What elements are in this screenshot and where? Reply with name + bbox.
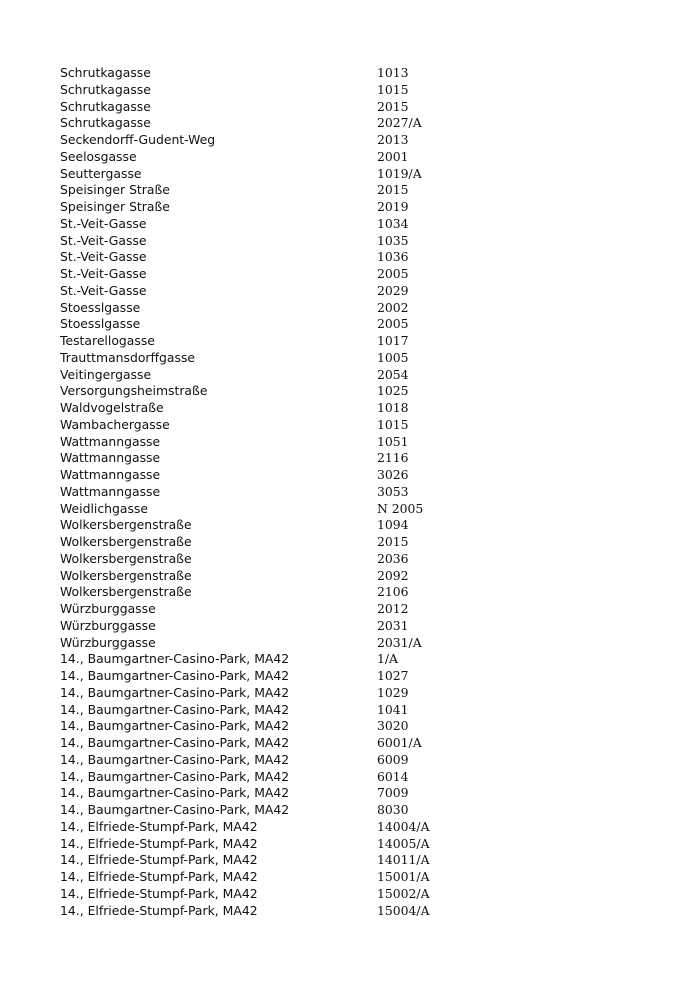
street-name: 14., Baumgartner-Casino-Park, MA42 xyxy=(60,785,290,801)
house-number: 2013 xyxy=(377,132,409,147)
house-number: 2012 xyxy=(377,601,409,616)
street-name: Wolkersbergenstraße xyxy=(60,567,192,583)
house-number: 2116 xyxy=(377,450,409,466)
street-name: Schrutkagasse xyxy=(60,65,151,80)
street-name: Testarellogasse xyxy=(60,333,155,348)
street-name: Wolkersbergenstraße xyxy=(60,534,192,549)
table-row xyxy=(60,300,660,317)
house-number: 6014 xyxy=(377,768,409,784)
house-number: 3026 xyxy=(377,467,409,482)
table-row xyxy=(60,99,660,116)
house-number: 14005/A xyxy=(377,835,430,851)
street-name: Schrutkagasse xyxy=(60,115,151,131)
house-number: 2027/A xyxy=(377,115,422,131)
table-row xyxy=(60,635,660,652)
table-row xyxy=(60,316,660,333)
table-row xyxy=(60,584,660,601)
table-row xyxy=(60,551,660,568)
street-name: 14., Elfriede-Stumpf-Park, MA42 xyxy=(60,852,258,868)
table-row xyxy=(60,501,660,518)
house-number: 2031/A xyxy=(377,634,422,650)
street-name: Waldvogelstraße xyxy=(60,400,164,415)
house-number: 1027 xyxy=(377,668,409,683)
street-name: 14., Elfriede-Stumpf-Park, MA42 xyxy=(60,902,258,918)
street-name: Würzburggasse xyxy=(60,617,156,633)
table-row xyxy=(60,149,660,166)
table-row xyxy=(60,417,660,434)
street-name: Würzburggasse xyxy=(60,634,156,650)
house-number: 1025 xyxy=(377,383,409,399)
street-name: 14., Baumgartner-Casino-Park, MA42 xyxy=(60,668,290,683)
street-name: Weidlichgasse xyxy=(60,500,148,516)
street-name: 14., Baumgartner-Casino-Park, MA42 xyxy=(60,684,290,700)
table-row xyxy=(60,233,660,250)
street-name: 14., Elfriede-Stumpf-Park, MA42 xyxy=(60,818,258,834)
street-name: St.-Veit-Gasse xyxy=(60,215,147,231)
table-row xyxy=(60,685,660,702)
street-name: Wolkersbergenstraße xyxy=(60,517,192,533)
street-name: Speisinger Straße xyxy=(60,199,170,214)
house-number: 2106 xyxy=(377,584,409,600)
house-number: 2029 xyxy=(377,282,409,298)
street-name: Seelosgasse xyxy=(60,148,137,164)
house-number: 2005 xyxy=(377,316,409,332)
table-row xyxy=(60,752,660,769)
street-name: Wolkersbergenstraße xyxy=(60,584,192,600)
house-number: 1036 xyxy=(377,249,409,265)
house-number: 1017 xyxy=(377,333,409,348)
table-row xyxy=(60,735,660,752)
house-number: 1015 xyxy=(377,81,409,97)
table-row xyxy=(60,132,660,149)
house-number: 2019 xyxy=(377,199,409,214)
house-number: 1013 xyxy=(377,65,409,80)
table-row xyxy=(60,718,660,735)
street-name: St.-Veit-Gasse xyxy=(60,282,147,298)
table-row xyxy=(60,450,660,467)
table-row xyxy=(60,601,660,618)
table-row xyxy=(60,886,660,903)
house-number: 2092 xyxy=(377,567,409,583)
table-row xyxy=(60,836,660,853)
street-name: Speisinger Straße xyxy=(60,182,170,198)
table-row xyxy=(60,115,660,132)
table-row xyxy=(60,903,660,920)
street-name: Wolkersbergenstraße xyxy=(60,550,192,566)
street-name: Wambachergasse xyxy=(60,416,170,432)
street-name: Schrutkagasse xyxy=(60,98,151,114)
street-name: Schrutkagasse xyxy=(60,81,151,97)
table-row xyxy=(60,769,660,786)
house-number: 7009 xyxy=(377,785,409,801)
table-row xyxy=(60,266,660,283)
house-number: 2001 xyxy=(377,148,409,164)
house-number: 1034 xyxy=(377,215,409,231)
table-row xyxy=(60,400,660,417)
table-row xyxy=(60,333,660,350)
street-name: 14., Baumgartner-Casino-Park, MA42 xyxy=(60,651,290,667)
street-name: Seckendorff-Gudent-Weg xyxy=(60,132,216,147)
house-number: 14004/A xyxy=(377,818,430,834)
house-number: 2015 xyxy=(377,98,409,114)
table-row xyxy=(60,350,660,367)
street-name: 14., Baumgartner-Casino-Park, MA42 xyxy=(60,768,290,784)
house-number: 1018 xyxy=(377,400,409,415)
street-name: Stoesslgasse xyxy=(60,299,141,315)
street-name: Versorgungsheimstraße xyxy=(60,383,208,399)
table-row xyxy=(60,166,660,183)
table-row xyxy=(60,819,660,836)
street-name: Stoesslgasse xyxy=(60,316,141,332)
table-row xyxy=(60,668,660,685)
table-row xyxy=(60,852,660,869)
street-name: 14., Baumgartner-Casino-Park, MA42 xyxy=(60,735,290,750)
house-number: 6009 xyxy=(377,751,409,767)
table-row xyxy=(60,802,660,819)
house-number: 1094 xyxy=(377,517,409,533)
table-row xyxy=(60,283,660,300)
table-row xyxy=(60,484,660,501)
house-number: 2054 xyxy=(377,366,409,382)
table-row xyxy=(60,82,660,99)
house-number: 2015 xyxy=(377,182,409,198)
house-number: 1015 xyxy=(377,416,409,432)
house-number: 1035 xyxy=(377,232,409,248)
table-row xyxy=(60,467,660,484)
house-number: 15004/A xyxy=(377,902,430,918)
house-number: 8030 xyxy=(377,802,409,817)
house-number: 1/A xyxy=(377,651,399,667)
street-name: 14., Baumgartner-Casino-Park, MA42 xyxy=(60,802,290,817)
street-name: 14., Baumgartner-Casino-Park, MA42 xyxy=(60,718,290,734)
house-number: 2015 xyxy=(377,534,409,549)
house-number: 3053 xyxy=(377,483,409,499)
table-row xyxy=(60,702,660,719)
street-name: Wattmanngasse xyxy=(60,483,161,499)
address-list xyxy=(60,65,660,919)
street-name: Wattmanngasse xyxy=(60,467,161,482)
house-number: 2031 xyxy=(377,617,409,633)
house-number: 6001/A xyxy=(377,735,422,750)
house-number: 1041 xyxy=(377,701,409,717)
street-name: 14., Elfriede-Stumpf-Park, MA42 xyxy=(60,885,258,901)
table-row xyxy=(60,869,660,886)
table-row xyxy=(60,651,660,668)
street-name: St.-Veit-Gasse xyxy=(60,249,147,265)
table-row xyxy=(60,534,660,551)
street-name: Seuttergasse xyxy=(60,165,142,181)
house-number: 1051 xyxy=(377,433,409,449)
table-row xyxy=(60,517,660,534)
street-name: 14., Elfriede-Stumpf-Park, MA42 xyxy=(60,835,258,851)
house-number: 3020 xyxy=(377,718,409,734)
table-row xyxy=(60,568,660,585)
house-number: 1005 xyxy=(377,349,409,365)
house-number: 1029 xyxy=(377,684,409,700)
house-number: 15001/A xyxy=(377,869,430,884)
table-row xyxy=(60,65,660,82)
street-name: St.-Veit-Gasse xyxy=(60,232,147,248)
house-number: 2005 xyxy=(377,266,409,281)
street-name: Wattmanngasse xyxy=(60,433,161,449)
table-row xyxy=(60,199,660,216)
street-name: Würzburggasse xyxy=(60,601,156,616)
table-row xyxy=(60,785,660,802)
table-row xyxy=(60,216,660,233)
house-number: 2002 xyxy=(377,299,409,315)
house-number: 2036 xyxy=(377,550,409,566)
street-name: Veitingergasse xyxy=(60,366,152,382)
table-row xyxy=(60,618,660,635)
table-row xyxy=(60,182,660,199)
house-number: 15002/A xyxy=(377,885,430,901)
table-row xyxy=(60,383,660,400)
house-number: 14011/A xyxy=(377,852,430,868)
table-row xyxy=(60,434,660,451)
street-name: St.-Veit-Gasse xyxy=(60,266,147,281)
table-row xyxy=(60,249,660,266)
house-number: N 2005 xyxy=(377,500,424,516)
table-row xyxy=(60,367,660,384)
street-name: 14., Elfriede-Stumpf-Park, MA42 xyxy=(60,869,258,884)
street-name: 14., Baumgartner-Casino-Park, MA42 xyxy=(60,701,290,717)
street-name: Wattmanngasse xyxy=(60,450,161,466)
house-number: 1019/A xyxy=(377,165,422,181)
street-name: Trauttmansdorffgasse xyxy=(60,349,196,365)
street-name: 14., Baumgartner-Casino-Park, MA42 xyxy=(60,751,290,767)
